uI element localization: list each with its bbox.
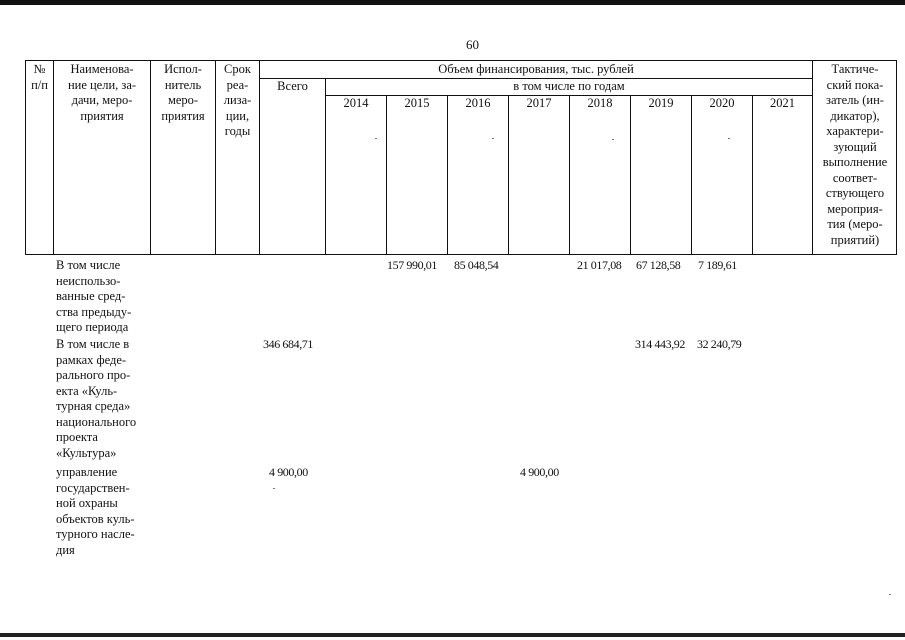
header-col-financing: Объем финансирования, тыс. рублей bbox=[438, 62, 634, 76]
scan-speck bbox=[492, 138, 494, 139]
row-2-total: 346 684,71 bbox=[263, 337, 314, 351]
header-col-indicator: Тактиче- ский пока- затель (ин- дикатор), характери- зующий выполнение соответ- ствующего мероприя- тия (меро- приятий) bbox=[822, 62, 888, 247]
row-3-2017: 4 900,00 bbox=[520, 465, 559, 479]
row-3-name: управление государствен- ной охраны объектов куль- турного насле- дия bbox=[56, 465, 135, 557]
scan-speck bbox=[273, 488, 275, 489]
header-year-2021: 2021 bbox=[770, 96, 795, 110]
row-1-2015: 157 990,01 bbox=[387, 258, 438, 272]
header-col-number: № п/п bbox=[31, 62, 48, 92]
table-header bbox=[0, 0, 905, 260]
row-2-2019: 314 443,92 bbox=[635, 337, 686, 351]
row-1-2016: 85 048,54 bbox=[454, 258, 499, 272]
scan-speck bbox=[375, 138, 377, 139]
scan-speck bbox=[728, 138, 730, 139]
header-year-2017: 2017 bbox=[526, 96, 552, 110]
header-year-2014: 2014 bbox=[343, 96, 369, 110]
header-year-2020: 2020 bbox=[709, 96, 735, 110]
header-col-by-years: в том числе по годам bbox=[513, 79, 625, 93]
page-number: 60 bbox=[466, 37, 479, 52]
header-col-executor: Испол- нитель меро- приятия bbox=[161, 62, 205, 123]
row-1-name: В том числе неиспользо- ванные сред- ства предыду- щего периода bbox=[56, 258, 132, 334]
header-col-name: Наименова- ние цели, за- дачи, меро- приятия bbox=[67, 62, 137, 123]
row-2-name: В том числе в рамках феде- рального про- екта «Куль- турная среда» национального проекта «Культура» bbox=[56, 337, 137, 460]
header-year-2016: 2016 bbox=[465, 96, 491, 110]
row-2-2020: 32 240,79 bbox=[697, 337, 742, 351]
bottom-border bbox=[0, 633, 905, 637]
row-3-total: 4 900,00 bbox=[269, 465, 308, 479]
header-year-2015: 2015 bbox=[404, 96, 430, 110]
header-col-total: Всего bbox=[277, 79, 308, 93]
scan-speck bbox=[889, 594, 891, 595]
row-1-2020: 7 189,61 bbox=[698, 258, 737, 272]
header-year-2019: 2019 bbox=[648, 96, 674, 110]
header-col-term: Срок реа- лиза- ции, годы bbox=[223, 62, 252, 138]
header-year-2018: 2018 bbox=[587, 96, 613, 110]
scan-speck bbox=[612, 139, 614, 140]
row-1-2018: 21 017,08 bbox=[577, 258, 622, 272]
row-1-2019: 67 128,58 bbox=[636, 258, 681, 272]
